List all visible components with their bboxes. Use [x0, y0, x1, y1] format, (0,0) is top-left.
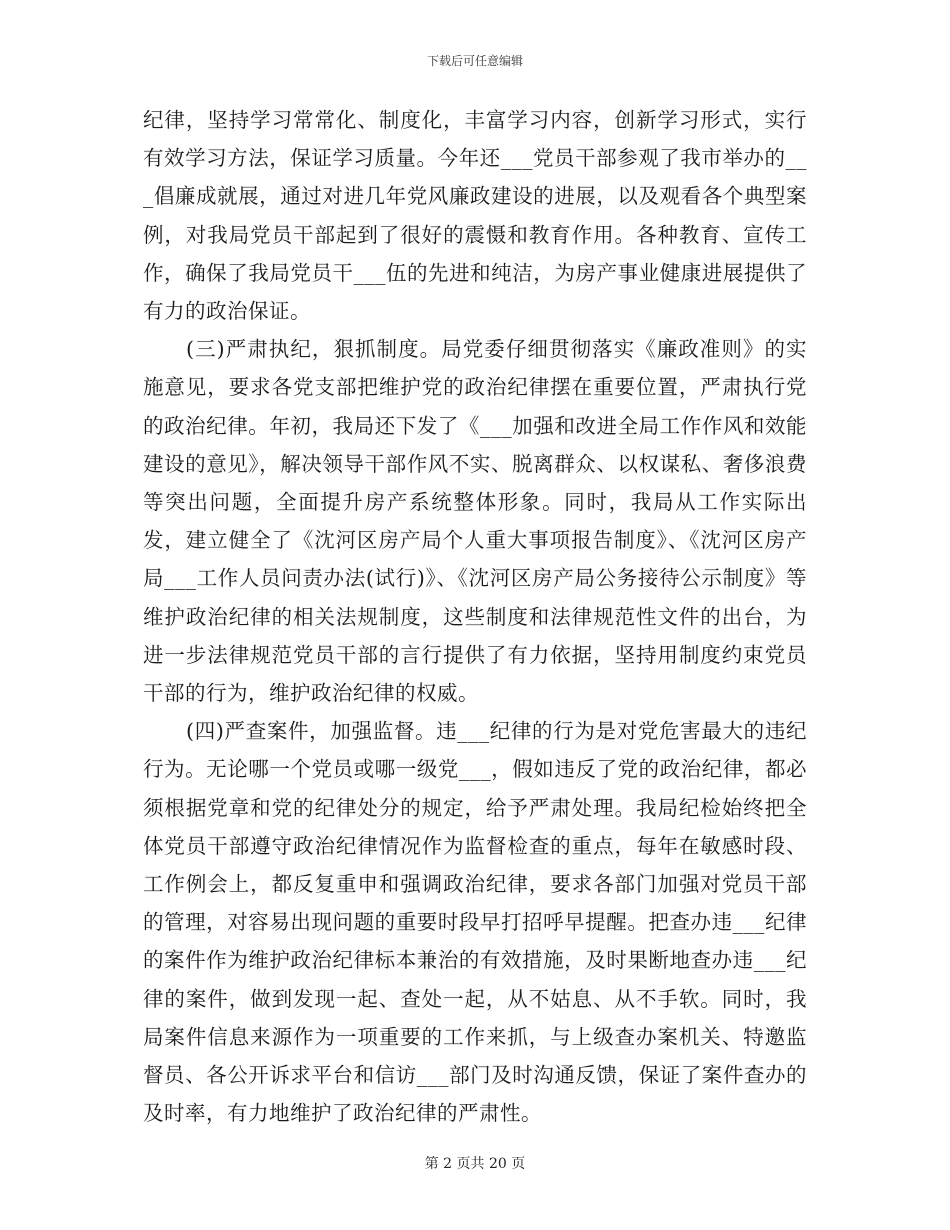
- document-body: [143, 101, 807, 1132]
- page-header: 下载后可任意编辑: [426, 54, 523, 68]
- paragraph-section-four: (四)严查案件，加强监督。违___纪律的行为是对党危害最大的违纪行为。无论哪一个党员或哪一级党___，假如违反了党的政治纪律，都必须根据党章和党的纪律处分的规定，给予严肃处理。我局纪检始终把全体党员干部遵守政治纪律情况作为监督检查的重点，每年在敏感时段、工作例会上，都反复重申和强调政治纪律，要求各部门加强对党员干部的管理，对容易出现问题的重要时段早打招呼早提醒。把查办违___纪律的案件作为维护政治纪律标本兼治的有效措施，及时果断地查办违___纪律的案件，做到发现一起、查处一起，从不姑息、从不手软。同时，我局案件信息来源作为一项重要的工作来抓，与上级查办案机关、特邀监督员、各公开诉求平台和信访___部门及时沟通反馈，保证了案件查办的及时率，有力地维护了政治纪律的严肃性。: [143, 719, 807, 1126]
- paragraph-continuation: 纪律，坚持学习常常化、制度化，丰富学习内容，创新学习形式，实行有效学习方法，保证学习质量。今年还___党员干部参观了我市举办的___倡廉成就展，通过对进几年党风廉政建设的进展，以及观看各个典型案例，对我局党员干部起到了很好的震慑和教育作用。各种教育、宣传工作，确保了我局党员干___伍的先进和纯洁，为房产事业健康进展提供了有力的政治保证。: [143, 108, 807, 324]
- paragraph-section-three: (三)严肃执纪，狠抓制度。局党委仔细贯彻落实《廉政准则》的实施意见，要求各党支部把维护党的政治纪律摆在重要位置，严肃执行党的政治纪律。年初，我局还下发了《___加强和改进全局工作作风和效能建设的意见》，解决领导干部作风不实、脱离群众、以权谋私、奢侈浪费等突出问题，全面提升房产系统整体形象。同时，我局从工作实际出发，建立健全了《沈河区房产局个人重大事项报告制度》、《沈河区房产局___工作人员问责办法(试行)》、《沈河区房产局公务接待公示制度》等维护政治纪律的相关法规制度，这些制度和法律规范性文件的出台，为进一步法律规范党员干部的言行提供了有力依据，坚持用制度约束党员干部的行为，维护政治纪律的权威。: [143, 337, 807, 706]
- page-number-footer: 第 2 页共 20 页: [424, 1156, 526, 1172]
